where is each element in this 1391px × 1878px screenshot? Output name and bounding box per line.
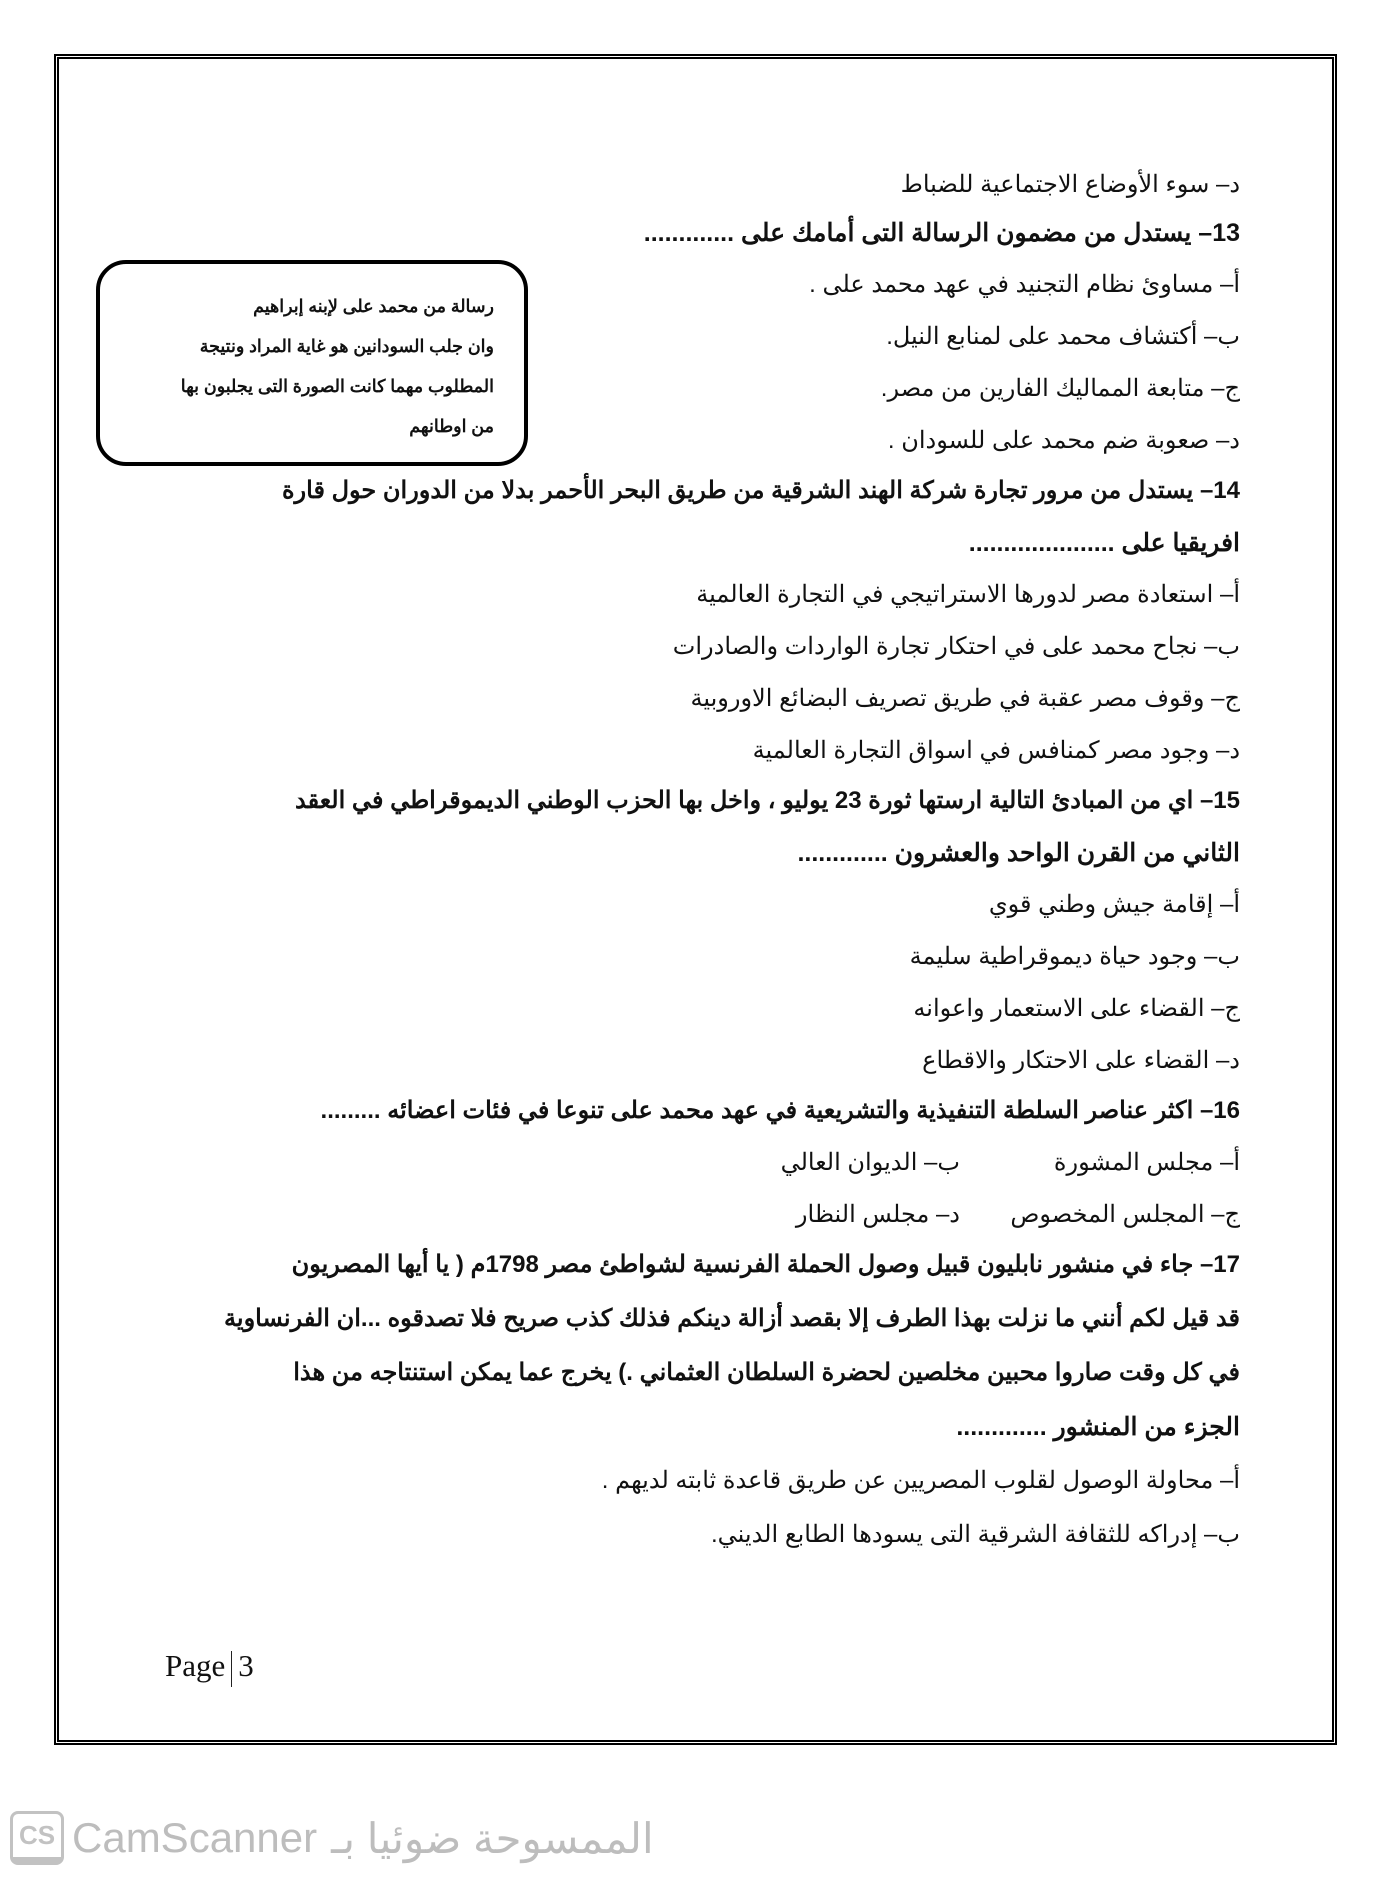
- q13-option-b: ب– أكتشاف محمد على لمنابع النيل.: [886, 323, 1240, 350]
- question-17-line-1: 17– جاء في منشور نابليون قبيل وصول الحملة الفرنسية لشواطئ مصر 1798م ( يا أيها المصريون: [291, 1251, 1240, 1278]
- question-13: 13– يستدل من مضمون الرسالة التى أمامك على .............: [643, 219, 1240, 247]
- question-16: 16– اكثر عناصر السلطة التنفيذية والتشريعية في عهد محمد على تنوعا في فئات اعضائه .........: [320, 1097, 1240, 1124]
- q16-option-a: أ– مجلس المشورة: [1053, 1149, 1240, 1176]
- question-15-line-2: الثاني من القرن الواحد والعشرون .............: [797, 839, 1240, 867]
- letter-excerpt-box: [96, 260, 528, 466]
- letter-excerpt-line: من اوطانهم: [409, 416, 494, 436]
- q17-option-b: ب– إدراكه للثقافة الشرقية التى يسودها الطابع الديني.: [710, 1521, 1240, 1548]
- question-17-line-3: في كل وقت صاروا محبين مخلصين لحضرة السلطان العثماني .) يخرج عما يمكن استنتاجه من هذا: [293, 1359, 1240, 1386]
- q15-option-a: أ– إقامة جيش وطني قوي: [988, 891, 1240, 918]
- page-number: 3: [238, 1648, 254, 1683]
- question-17-line-4: الجزء من المنشور .............: [956, 1413, 1240, 1441]
- q13-option-d: د– صعوبة ضم محمد على للسودان .: [887, 427, 1240, 454]
- camscanner-watermark: [10, 1806, 654, 1870]
- q17-option-a: أ– محاولة الوصول لقلوب المصريين عن طريق قاعدة ثابته لديهم .: [601, 1467, 1240, 1494]
- q14-option-c: ج– وقوف مصر عقبة في طريق تصريف البضائع الاوروبية: [690, 685, 1240, 712]
- question-14-line-2: افريقيا على .....................: [968, 529, 1240, 557]
- question-14-line-1: 14– يستدل من مرور تجارة شركة الهند الشرقية من طريق البحر الأحمر بدلا من الدوران حول قارة: [281, 477, 1240, 504]
- question-15-line-1: 15– اي من المبادئ التالية ارستها ثورة 23 يوليو ، واخل بها الحزب الوطني الديموقراطي في العقد: [294, 787, 1240, 814]
- q14-option-d: د– وجود مصر كمنافس في اسواق التجارة العالمية: [752, 737, 1240, 764]
- page-label: Page: [165, 1648, 226, 1683]
- page-number-footer: [165, 1648, 254, 1687]
- watermark-arabic-text: الممسوحة ضوئيا بـ: [331, 1814, 654, 1862]
- q13-option-a: أ– مساوئ نظام التجنيد في عهد محمد على .: [809, 271, 1240, 298]
- q14-option-b: ب– نجاح محمد على في احتكار تجارة الواردات والصادرات: [672, 633, 1240, 660]
- q16-option-c: ج– المجلس المخصوص: [1010, 1201, 1240, 1228]
- camscanner-logo-icon: CS: [10, 1811, 64, 1865]
- q14-option-a: أ– استعادة مصر لدورها الاستراتيجي في التجارة العالمية: [696, 581, 1240, 608]
- q13-option-c: ج– متابعة المماليك الفارين من مصر.: [880, 375, 1240, 402]
- page-separator: [231, 1651, 232, 1687]
- q15-option-d: د– القضاء على الاحتكار والاقطاع: [922, 1047, 1240, 1074]
- letter-excerpt-line: وان جلب السودانين هو غاية المراد ونتيجة: [199, 336, 494, 356]
- q15-option-c: ج– القضاء على الاستعمار واعوانه: [913, 995, 1240, 1022]
- previous-question-option-d: د– سوء الأوضاع الاجتماعية للضباط: [900, 171, 1240, 198]
- q16-option-b: ب– الديوان العالي: [780, 1149, 960, 1176]
- watermark-brand: CamScanner: [72, 1814, 318, 1861]
- letter-excerpt-line: المطلوب مهما كانت الصورة التى يجلبون بها: [180, 376, 494, 396]
- q16-option-d: د– مجلس النظار: [795, 1201, 960, 1228]
- letter-excerpt-line: رسالة من محمد على لإبنه إبراهيم: [253, 296, 494, 316]
- q15-option-b: ب– وجود حياة ديموقراطية سليمة: [909, 943, 1240, 970]
- question-17-line-2: قد قيل لكم أنني ما نزلت بهذا الطرف إلا بقصد أزالة دينكم فذلك كذب صريح فلا تصدقوه ...ان الفرنساوية: [224, 1305, 1240, 1332]
